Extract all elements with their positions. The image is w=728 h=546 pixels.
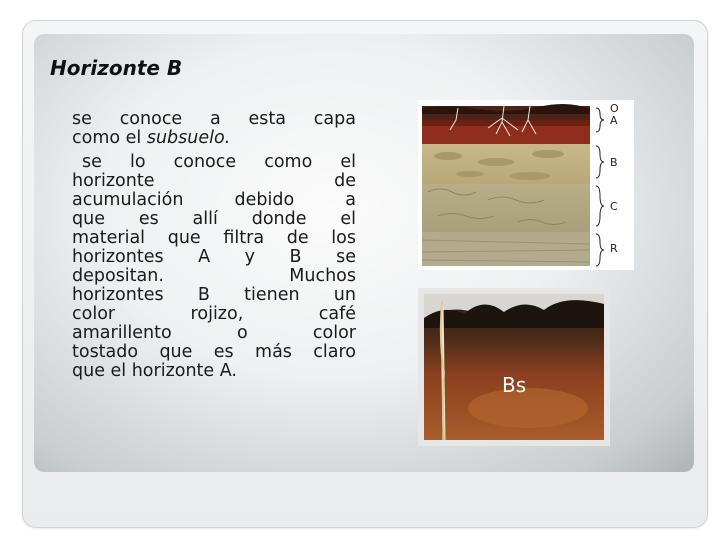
body-line: horizontes B tienen un <box>72 286 356 305</box>
body-line: material que filtra de los <box>72 229 356 248</box>
label-a: A <box>610 114 618 127</box>
horizon-o <box>422 104 590 120</box>
soil-photo <box>418 288 610 446</box>
label-b: B <box>610 156 618 169</box>
body-line <box>72 129 356 148</box>
body-text: como el <box>72 129 147 148</box>
label-c: C <box>610 200 618 213</box>
label-o: O <box>610 102 619 115</box>
body-line: que el horizonte A. <box>72 362 237 381</box>
body-line: tostado que es más claro <box>72 343 356 362</box>
body-line: horizontes A y B se <box>72 248 356 267</box>
label-bs: Bs <box>502 373 527 397</box>
body-line: acumulación debido a <box>72 191 356 210</box>
slide-title: Horizonte B <box>50 56 183 80</box>
horizon-c <box>422 184 590 232</box>
body-line: amarillento o color <box>72 324 356 343</box>
body-line: color rojizo, café <box>72 305 356 324</box>
body-line: horizonte de <box>72 172 356 191</box>
horizon-r <box>422 232 590 266</box>
body-line: depositan. Muchos <box>72 267 356 286</box>
label-r: R <box>610 242 618 255</box>
body-line: se conoce a esta capa <box>72 110 356 129</box>
horizon-a <box>422 120 590 144</box>
body-line: se lo conoce como el <box>82 153 356 172</box>
body-line: que es allí donde el <box>72 210 356 229</box>
horizon-b <box>422 144 590 184</box>
term-subsuelo: subsuelo. <box>146 129 231 148</box>
soil-horizons-diagram <box>418 100 634 270</box>
